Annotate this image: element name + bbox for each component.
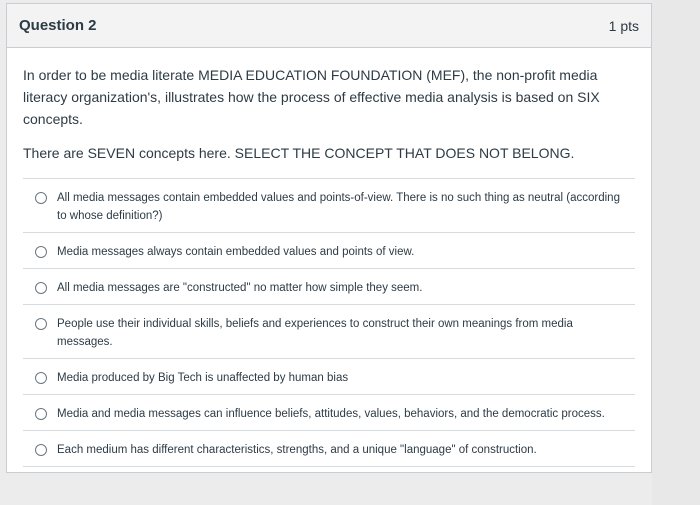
radio-button[interactable]: [35, 372, 47, 384]
question-points: 1 pts: [608, 17, 639, 34]
question-instruction: There are SEVEN concepts here. SELECT THE CONCEPT THAT DOES NOT BELONG.: [23, 145, 575, 161]
answer-option-4[interactable]: [23, 305, 635, 359]
radio-button[interactable]: [35, 318, 47, 330]
answer-option-7[interactable]: [23, 431, 635, 467]
answer-option-2[interactable]: [23, 233, 635, 269]
question-prompt: In order to be media literate MEDIA EDUCATION FOUNDATION (MEF), the non-profit media literacy organization's, illustrates how the process of effective media analysis is based on SIX concepts.: [23, 67, 600, 127]
answer-label: Media and media messages can influence beliefs, attitudes, values, behaviors, and the democratic process.: [57, 408, 605, 420]
answer-label: Media produced by Big Tech is unaffected by human bias: [57, 372, 349, 384]
question-header: [7, 4, 651, 48]
background-edge: [652, 0, 700, 505]
answer-label: All media messages contain embedded values and points-of-view. There is no such thing as neutral (according to whose definition?): [57, 192, 620, 222]
answer-label: Each medium has different characteristics, strengths, and a unique "language" of construction.: [57, 444, 537, 456]
radio-button[interactable]: [35, 192, 47, 204]
question-body: [7, 48, 651, 467]
answer-label: All media messages are "constructed" no matter how simple they seem.: [57, 282, 423, 294]
question-title: Question 2: [19, 17, 97, 34]
answer-option-3[interactable]: [23, 269, 635, 305]
answer-list: [23, 178, 635, 467]
answer-option-5[interactable]: [23, 359, 635, 395]
radio-button[interactable]: [35, 282, 47, 294]
radio-button[interactable]: [35, 246, 47, 258]
radio-button[interactable]: [35, 408, 47, 420]
answer-label: Media messages always contain embedded values and points of view.: [57, 246, 415, 258]
answer-option-1[interactable]: [23, 179, 635, 233]
question-card: [6, 3, 652, 473]
radio-button[interactable]: [35, 444, 47, 456]
answer-label: People use their individual skills, beliefs and experiences to construct their own meanings from media messages.: [57, 318, 573, 348]
answer-option-6[interactable]: [23, 395, 635, 431]
